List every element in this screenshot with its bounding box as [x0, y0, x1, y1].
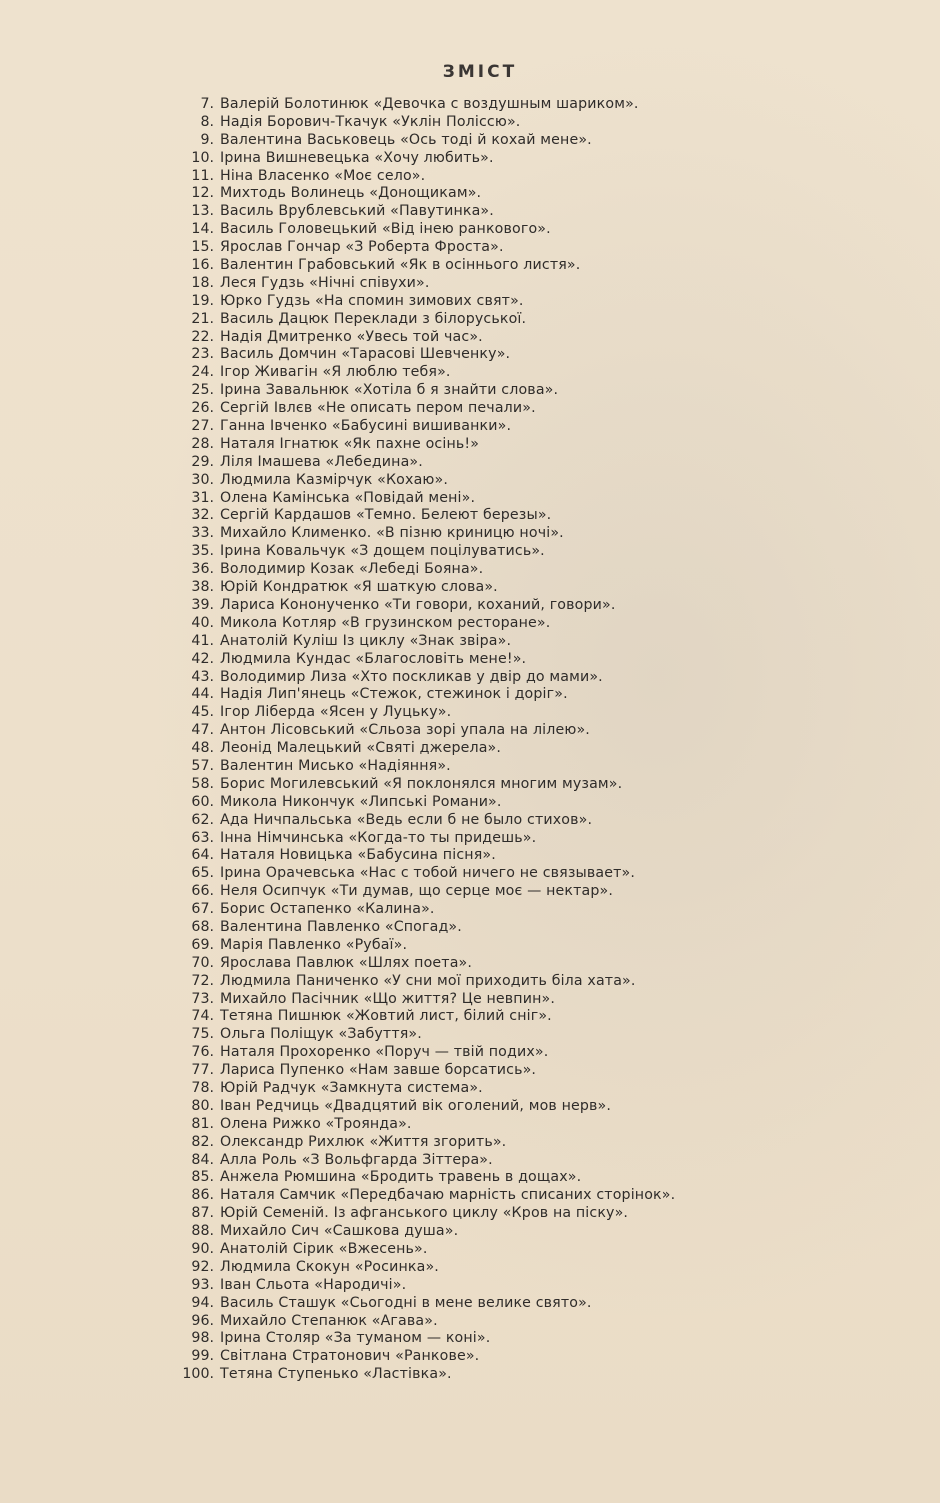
toc-entry: [168, 561, 728, 579]
toc-page-number: 63.: [191, 829, 214, 846]
toc-entry-text: Валентина Павленко «Спогад».: [220, 918, 462, 935]
toc-entry-text: Анжела Рюмшина «Бродить травень в дощах».: [220, 1169, 582, 1186]
toc-entry-text: Наталя Ігнатюк «Як пахне осінь!»: [220, 435, 480, 452]
toc-entry: [168, 847, 728, 865]
toc-entry: [168, 973, 728, 991]
toc-entry: [168, 686, 728, 704]
toc-page-number: 93.: [191, 1276, 214, 1293]
toc-page-number: 100.: [182, 1366, 214, 1383]
toc-entry: [168, 633, 728, 651]
toc-entry: [168, 776, 728, 794]
table-of-contents: [168, 96, 728, 1384]
toc-entry-text: Леся Гудзь «Нічні співухи».: [220, 274, 430, 291]
toc-entry: [168, 865, 728, 883]
toc-page-number: 15.: [191, 239, 214, 256]
toc-page-number: 11.: [191, 167, 214, 184]
toc-page-number: 94.: [191, 1294, 214, 1311]
toc-entry-text: Василь Дацюк Переклади з білоруської.: [220, 310, 527, 327]
toc-entry-text: Ірина Столяр «За туманом — коні».: [220, 1330, 491, 1347]
toc-entry-text: Юрій Радчук «Замкнута система».: [220, 1079, 483, 1096]
toc-entry-text: Інна Німчинська «Когда-то ты придешь».: [220, 829, 537, 846]
toc-page-number: 18.: [191, 274, 214, 291]
toc-entry: [168, 1223, 728, 1241]
toc-entry: [168, 329, 728, 347]
toc-page-number: 65.: [191, 865, 214, 882]
toc-page-number: 8.: [200, 113, 214, 130]
toc-page-number: 66.: [191, 883, 214, 900]
toc-entry-text: Ірина Вишневецька «Хочу любить».: [220, 149, 494, 166]
toc-page-number: 58.: [191, 775, 214, 792]
toc-entry-text: Надія Дмитренко «Увесь той час».: [220, 328, 483, 345]
toc-entry-text: Людмила Кундас «Благословіть мене!».: [220, 650, 527, 667]
toc-entry: [168, 418, 728, 436]
toc-entry-text: Валентин Грабовський «Як в осіннього листя».: [220, 257, 581, 274]
toc-page-number: 30.: [191, 471, 214, 488]
toc-entry: [168, 740, 728, 758]
toc-entry: [168, 597, 728, 615]
toc-page-number: 29.: [191, 453, 214, 470]
toc-page-number: 9.: [200, 131, 214, 148]
toc-entry-text: Микола Никончук «Липські Романи».: [220, 793, 502, 810]
toc-entry: [168, 275, 728, 293]
toc-page-number: 16.: [191, 257, 214, 274]
toc-entry-text: Ярослав Гончар «З Роберта Фроста».: [220, 239, 504, 256]
toc-entry-text: Ігор Живагін «Я люблю тебя».: [220, 364, 451, 381]
toc-entry: [168, 132, 728, 150]
toc-entry: [168, 525, 728, 543]
toc-page-number: 92.: [191, 1258, 214, 1275]
toc-page-number: 26.: [191, 400, 214, 417]
toc-entry-text: Михайло Степанюк «Агава».: [220, 1312, 438, 1329]
toc-entry-text: Ольга Поліщук «Забуття».: [220, 1026, 422, 1043]
toc-page-number: 96.: [191, 1312, 214, 1329]
toc-entry: [168, 400, 728, 418]
toc-entry: [168, 919, 728, 937]
toc-entry: [168, 221, 728, 239]
toc-entry-text: Василь Врублевський «Павутинка».: [220, 203, 494, 220]
toc-page-number: 14.: [191, 221, 214, 238]
toc-page-number: 10.: [191, 149, 214, 166]
toc-entry-text: Микола Котляр «В грузинском ресторане».: [220, 614, 551, 631]
toc-entry: [168, 1205, 728, 1223]
toc-page-number: 41.: [191, 632, 214, 649]
toc-page-number: 70.: [191, 954, 214, 971]
toc-entry-text: Надія Лип'янець «Стежок, стежинок і доріг».: [220, 686, 568, 703]
toc-entry-text: Михайло Сич «Сашкова душа».: [220, 1223, 459, 1240]
toc-entry: [168, 239, 728, 257]
toc-page-number: 60.: [191, 793, 214, 810]
toc-entry-text: Іван Редчиць «Двадцятий вік оголений, мов нерв».: [220, 1097, 612, 1114]
toc-page-number: 75.: [191, 1026, 214, 1043]
toc-entry: [168, 311, 728, 329]
toc-page-number: 47.: [191, 722, 214, 739]
toc-page-number: 99.: [191, 1348, 214, 1365]
toc-entry-text: Лариса Пупенко «Нам завше борсатись».: [220, 1062, 537, 1079]
toc-entry-text: Володимир Козак «Лебеді Бояна».: [220, 561, 484, 578]
toc-entry-text: Юрій Семеній. Із афганського циклу «Кров на піску».: [220, 1205, 629, 1222]
toc-entry: [168, 1348, 728, 1366]
toc-entry-text: Валерій Болотинюк «Девочка с воздушным шариком».: [220, 96, 639, 112]
toc-page-number: 27.: [191, 418, 214, 435]
toc-entry: [168, 507, 728, 525]
toc-entry: [168, 1259, 728, 1277]
toc-entry-text: Ірина Ковальчук «З дощем поцілуватись».: [220, 543, 545, 560]
toc-entry-text: Анатолій Сірик «Вжесень».: [220, 1241, 428, 1257]
toc-entry: [168, 883, 728, 901]
toc-entry: [168, 615, 728, 633]
toc-page-number: 74.: [191, 1008, 214, 1025]
toc-entry-text: Анатолій Куліш Із циклу «Знак звіра».: [220, 632, 512, 649]
toc-entry-text: Юрій Кондратюк «Я шаткую слова».: [220, 579, 498, 596]
toc-entry: [168, 758, 728, 776]
toc-page-number: 21.: [191, 310, 214, 327]
toc-page-number: 67.: [191, 901, 214, 918]
toc-entry-text: Леонід Малецький «Святі джерела».: [220, 740, 502, 757]
toc-entry: [168, 830, 728, 848]
toc-entry-text: Марія Павленко «Рубаї».: [220, 936, 408, 953]
toc-entry-text: Валентина Васьковець «Ось тоді й кохай мене».: [220, 131, 592, 148]
toc-entry: [168, 704, 728, 722]
toc-entry: [168, 257, 728, 275]
toc-page-number: 81.: [191, 1115, 214, 1132]
toc-entry-text: Ада Ничпальська «Ведь если б не было стихов».: [220, 811, 593, 828]
toc-page-number: 85.: [191, 1169, 214, 1186]
toc-page-number: 42.: [191, 650, 214, 667]
toc-entry-text: Алла Роль «З Вольфгарда Зіттера».: [220, 1151, 493, 1168]
toc-page-number: 98.: [191, 1330, 214, 1347]
toc-entry: [168, 1026, 728, 1044]
toc-page-number: 32.: [191, 507, 214, 524]
toc-entry: [168, 1277, 728, 1295]
toc-entry-text: Володимир Лиза «Хто поскликав у двір до мами».: [220, 668, 603, 685]
toc-page-number: 68.: [191, 918, 214, 935]
toc-entry-text: Борис Могилевський «Я поклонялся многим музам».: [220, 775, 623, 792]
toc-entry: [168, 901, 728, 919]
toc-page-number: 73.: [191, 990, 214, 1007]
toc-page-number: 40.: [191, 614, 214, 631]
toc-page-number: 87.: [191, 1205, 214, 1222]
toc-page-number: 23.: [191, 346, 214, 363]
toc-entry: [168, 1152, 728, 1170]
toc-page-number: 64.: [191, 847, 214, 864]
toc-entry: [168, 293, 728, 311]
toc-entry: [168, 454, 728, 472]
toc-entry: [168, 1098, 728, 1116]
toc-entry-text: Іван Сльота «Народичі».: [220, 1276, 407, 1293]
toc-entry: [168, 1062, 728, 1080]
toc-entry: [168, 490, 728, 508]
toc-page-number: 25.: [191, 382, 214, 399]
toc-page-number: 43.: [191, 668, 214, 685]
toc-entry-text: Антон Лісовський «Сльоза зорі упала на лілею».: [220, 722, 590, 739]
toc-entry: [168, 937, 728, 955]
toc-entry-text: Сергій Івлєв «Не описать пером печали».: [220, 400, 536, 417]
toc-entry: [168, 543, 728, 561]
toc-page-number: 22.: [191, 328, 214, 345]
toc-entry-text: Сергій Кардашов «Темно. Белеют березы».: [220, 507, 552, 524]
toc-page-number: 45.: [191, 704, 214, 721]
toc-entry-text: Наталя Новицька «Бабусина пісня».: [220, 847, 496, 864]
toc-page-number: 39.: [191, 596, 214, 613]
toc-entry: [168, 1116, 728, 1134]
toc-page-number: 57.: [191, 757, 214, 774]
toc-entry-text: Ірина Завальнюк «Хотіла б я знайти слова».: [220, 382, 559, 399]
toc-entry-text: Василь Головецький «Від інею ранкового».: [220, 221, 551, 238]
toc-entry: [168, 1008, 728, 1026]
toc-entry-text: Ліля Імашева «Лебедина».: [220, 453, 423, 470]
toc-entry-text: Олена Рижко «Троянда».: [220, 1115, 412, 1132]
toc-entry: [168, 1187, 728, 1205]
toc-entry-text: Юрко Гудзь «На спомин зимових свят».: [220, 292, 524, 309]
toc-entry: [168, 1044, 728, 1062]
toc-page-number: 86.: [191, 1187, 214, 1204]
toc-entry-text: Надія Борович-Ткачук «Уклін Поліссю».: [220, 113, 521, 130]
toc-page-number: 72.: [191, 972, 214, 989]
toc-entry-text: Наталя Самчик «Передбачаю марність списаних сторінок».: [220, 1187, 676, 1204]
toc-page-number: 28.: [191, 435, 214, 452]
toc-entry: [168, 1295, 728, 1313]
toc-entry-text: Василь Сташук «Сьогодні в мене велике свято».: [220, 1294, 592, 1311]
toc-entry-text: Василь Домчин «Тарасові Шевченку».: [220, 346, 511, 363]
toc-page-number: 24.: [191, 364, 214, 381]
toc-entry: [168, 579, 728, 597]
toc-page-number: 7.: [200, 96, 214, 112]
toc-entry-text: Світлана Стратонович «Ранкове».: [220, 1348, 480, 1365]
toc-page-number: 88.: [191, 1223, 214, 1240]
toc-page-number: 31.: [191, 489, 214, 506]
toc-entry-text: Олександр Рихлюк «Життя згорить».: [220, 1133, 507, 1150]
toc-entry: [168, 812, 728, 830]
toc-entry-text: Тетяна Ступенько «Ластівка».: [220, 1366, 452, 1383]
toc-entry-text: Лариса Кононученко «Ти говори, коханий, говори».: [220, 596, 616, 613]
toc-entry-text: Неля Осипчук «Ти думав, що серце моє — нектар».: [220, 883, 614, 900]
toc-entry-text: Михтодь Волинець «Донощикам».: [220, 185, 482, 202]
toc-entry-text: Михайло Пасічник «Що життя? Це невпин».: [220, 990, 556, 1007]
toc-page-number: 62.: [191, 811, 214, 828]
toc-entry: [168, 185, 728, 203]
toc-entry-text: Людмила Казмірчук «Кохаю».: [220, 471, 448, 488]
toc-entry: [168, 168, 728, 186]
toc-entry: [168, 991, 728, 1009]
toc-entry: [168, 382, 728, 400]
toc-page-number: 80.: [191, 1097, 214, 1114]
toc-entry: [168, 364, 728, 382]
toc-page-number: 84.: [191, 1151, 214, 1168]
toc-entry: [168, 651, 728, 669]
toc-page-number: 82.: [191, 1133, 214, 1150]
toc-entry-text: Валентин Мисько «Надіяння».: [220, 757, 451, 774]
toc-entry-text: Ніна Власенко «Моє село».: [220, 167, 426, 184]
toc-entry: [168, 114, 728, 132]
toc-entry: [168, 203, 728, 221]
toc-entry-text: Тетяна Пишнюк «Жовтий лист, білий сніг».: [220, 1008, 552, 1025]
toc-page-number: 35.: [191, 543, 214, 560]
toc-page-number: 36.: [191, 561, 214, 578]
toc-entry: [168, 1134, 728, 1152]
toc-page-number: 44.: [191, 686, 214, 703]
toc-entry: [168, 150, 728, 168]
toc-page-number: 13.: [191, 203, 214, 220]
toc-entry: [168, 1169, 728, 1187]
toc-entry: [168, 1366, 728, 1384]
toc-entry-text: Борис Остапенко «Калина».: [220, 901, 435, 918]
toc-page-number: 76.: [191, 1044, 214, 1061]
toc-page-number: 77.: [191, 1062, 214, 1079]
toc-entry: [168, 955, 728, 973]
toc-entry: [168, 1241, 728, 1259]
toc-entry: [168, 1330, 728, 1348]
toc-entry: [168, 1313, 728, 1331]
toc-entry-text: Ярослава Павлюк «Шлях поета».: [220, 954, 473, 971]
toc-entry-text: Ігор Ліберда «Ясен у Луцьку».: [220, 704, 452, 721]
toc-entry-text: Людмила Скокун «Росинка».: [220, 1258, 439, 1275]
page-title: ЗМІСТ: [442, 62, 518, 82]
toc-entry: [168, 722, 728, 740]
toc-entry: [168, 346, 728, 364]
toc-entry-text: Ірина Орачевська «Нас с тобой ничего не связывает».: [220, 865, 636, 882]
toc-page-number: 38.: [191, 579, 214, 596]
toc-entry-text: Олена Камінська «Повідай мені».: [220, 489, 476, 506]
toc-entry-text: Наталя Прохоренко «Поруч — твій подих».: [220, 1044, 549, 1061]
toc-entry-text: Михайло Клименко. «В пізню криницю ночі».: [220, 525, 564, 542]
toc-entry: [168, 436, 728, 454]
toc-page-number: 48.: [191, 740, 214, 757]
toc-entry: [168, 1080, 728, 1098]
toc-page-number: 69.: [191, 936, 214, 953]
toc-entry-text: Людмила Паниченко «У сни мої приходить біла хата».: [220, 972, 636, 989]
toc-entry: [168, 472, 728, 490]
toc-page-number: 19.: [191, 292, 214, 309]
toc-entry: [168, 96, 728, 114]
toc-page-number: 90.: [191, 1241, 214, 1257]
toc-page-number: 33.: [191, 525, 214, 542]
toc-page-number: 78.: [191, 1079, 214, 1096]
toc-page-number: 12.: [191, 185, 214, 202]
toc-entry: [168, 794, 728, 812]
toc-entry-text: Ганна Івченко «Бабусині вишиванки».: [220, 418, 512, 435]
toc-entry: [168, 669, 728, 687]
